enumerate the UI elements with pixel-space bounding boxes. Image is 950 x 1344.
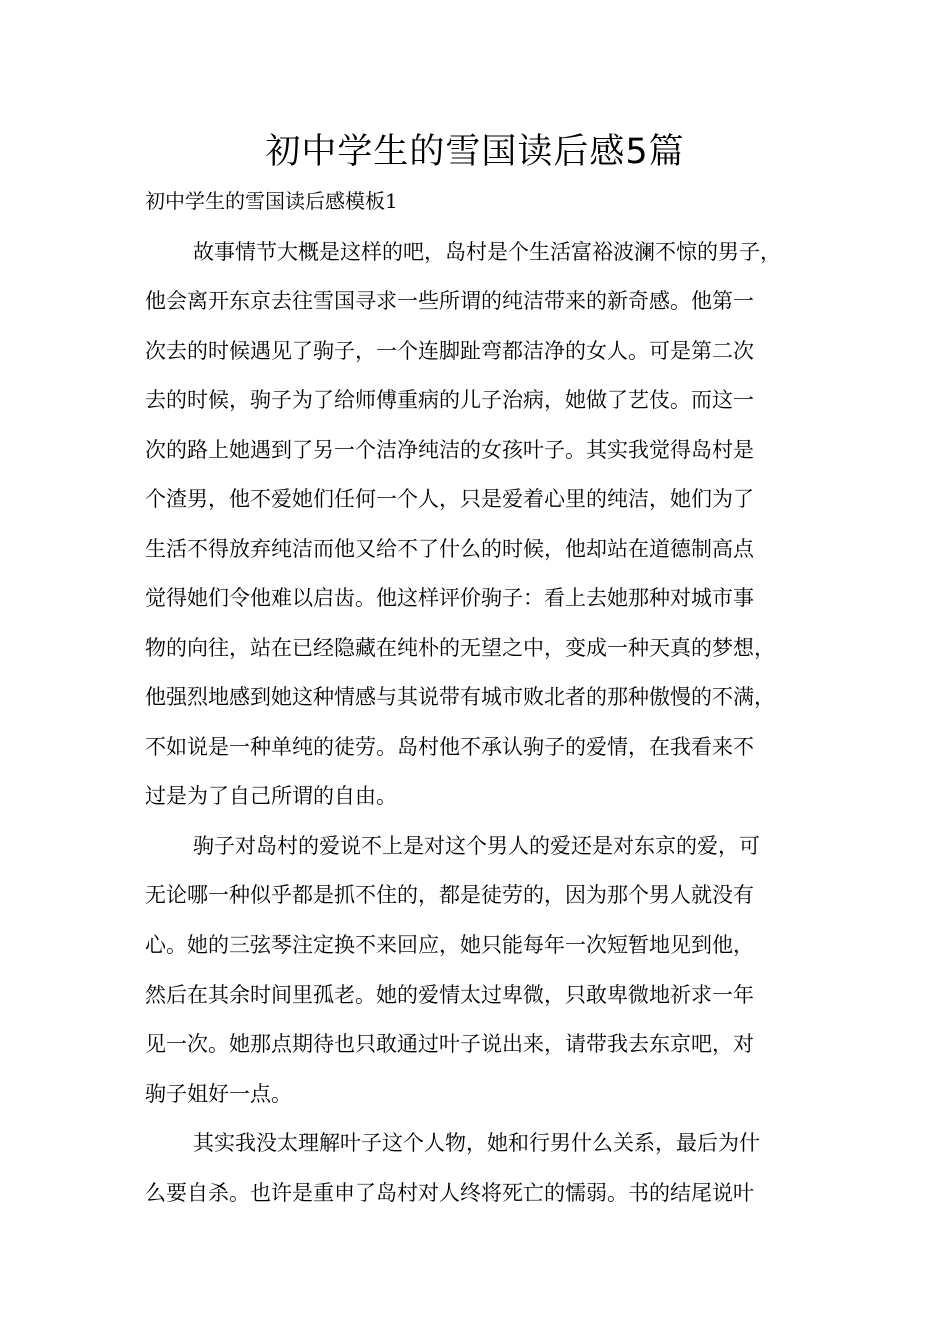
text-line: 去的时候，驹子为了给师傅重病的儿子治病，她做了艺伎。而这一 bbox=[145, 388, 754, 412]
text-line: 见一次。她那点期待也只敢通过叶子说出来，请带我去东京吧，对 bbox=[145, 1032, 754, 1056]
text-line: 次的路上她遇到了另一个洁净纯洁的女孩叶子。其实我觉得岛村是 bbox=[145, 438, 754, 462]
text-line: 然后在其余时间里孤老。她的爱情太过卑微，只敢卑微地祈求一年 bbox=[145, 983, 754, 1007]
text-line: 过是为了自己所谓的自由。 bbox=[145, 784, 397, 808]
text-line: 驹子姐好一点。 bbox=[145, 1082, 292, 1106]
text-line: 不如说是一种单纯的徒劳。岛村他不承认驹子的爱情，在我看来不 bbox=[145, 735, 754, 759]
text-line: 他强烈地感到她这种情感与其说带有城市败北者的那种傲慢的不满， bbox=[145, 685, 775, 709]
section-heading: 初中学生的雪国读后感模板1 bbox=[145, 189, 398, 213]
text-line: 他会离开东京去往雪国寻求一些所谓的纯洁带来的新奇感。他第一 bbox=[145, 289, 754, 313]
text-line: 驹子对岛村的爱说不上是对这个男人的爱还是对东京的爱，可 bbox=[193, 834, 760, 858]
text-line: 次去的时候遇见了驹子，一个连脚趾弯都洁净的女人。可是第二次 bbox=[145, 339, 754, 363]
text-line: 觉得她们令他难以启齿。他这样评价驹子：看上去她那种对城市事 bbox=[145, 586, 754, 610]
text-line: 无论哪一种似乎都是抓不住的，都是徒劳的，因为那个男人就没有 bbox=[145, 883, 754, 907]
document-title: 初中学生的雪国读后感5篇 bbox=[265, 132, 685, 172]
text-line: 故事情节大概是这样的吧，岛村是个生活富裕波澜不惊的男子， bbox=[193, 240, 781, 264]
text-line: 个渣男，他不爱她们任何一个人，只是爱着心里的纯洁，她们为了 bbox=[145, 487, 754, 511]
text-line: 物的向往，站在已经隐藏在纯朴的无望之中，变成一种天真的梦想， bbox=[145, 636, 775, 660]
text-line: 么要自杀。也许是重申了岛村对人终将死亡的懦弱。书的结尾说叶 bbox=[145, 1181, 754, 1205]
text-line: 心。她的三弦琴注定换不来回应，她只能每年一次短暂地见到他， bbox=[145, 933, 754, 957]
text-line: 其实我没太理解叶子这个人物，她和行男什么关系，最后为什 bbox=[193, 1131, 760, 1155]
text-line: 生活不得放弃纯洁而他又给不了什么的时候，他却站在道德制高点 bbox=[145, 537, 754, 561]
